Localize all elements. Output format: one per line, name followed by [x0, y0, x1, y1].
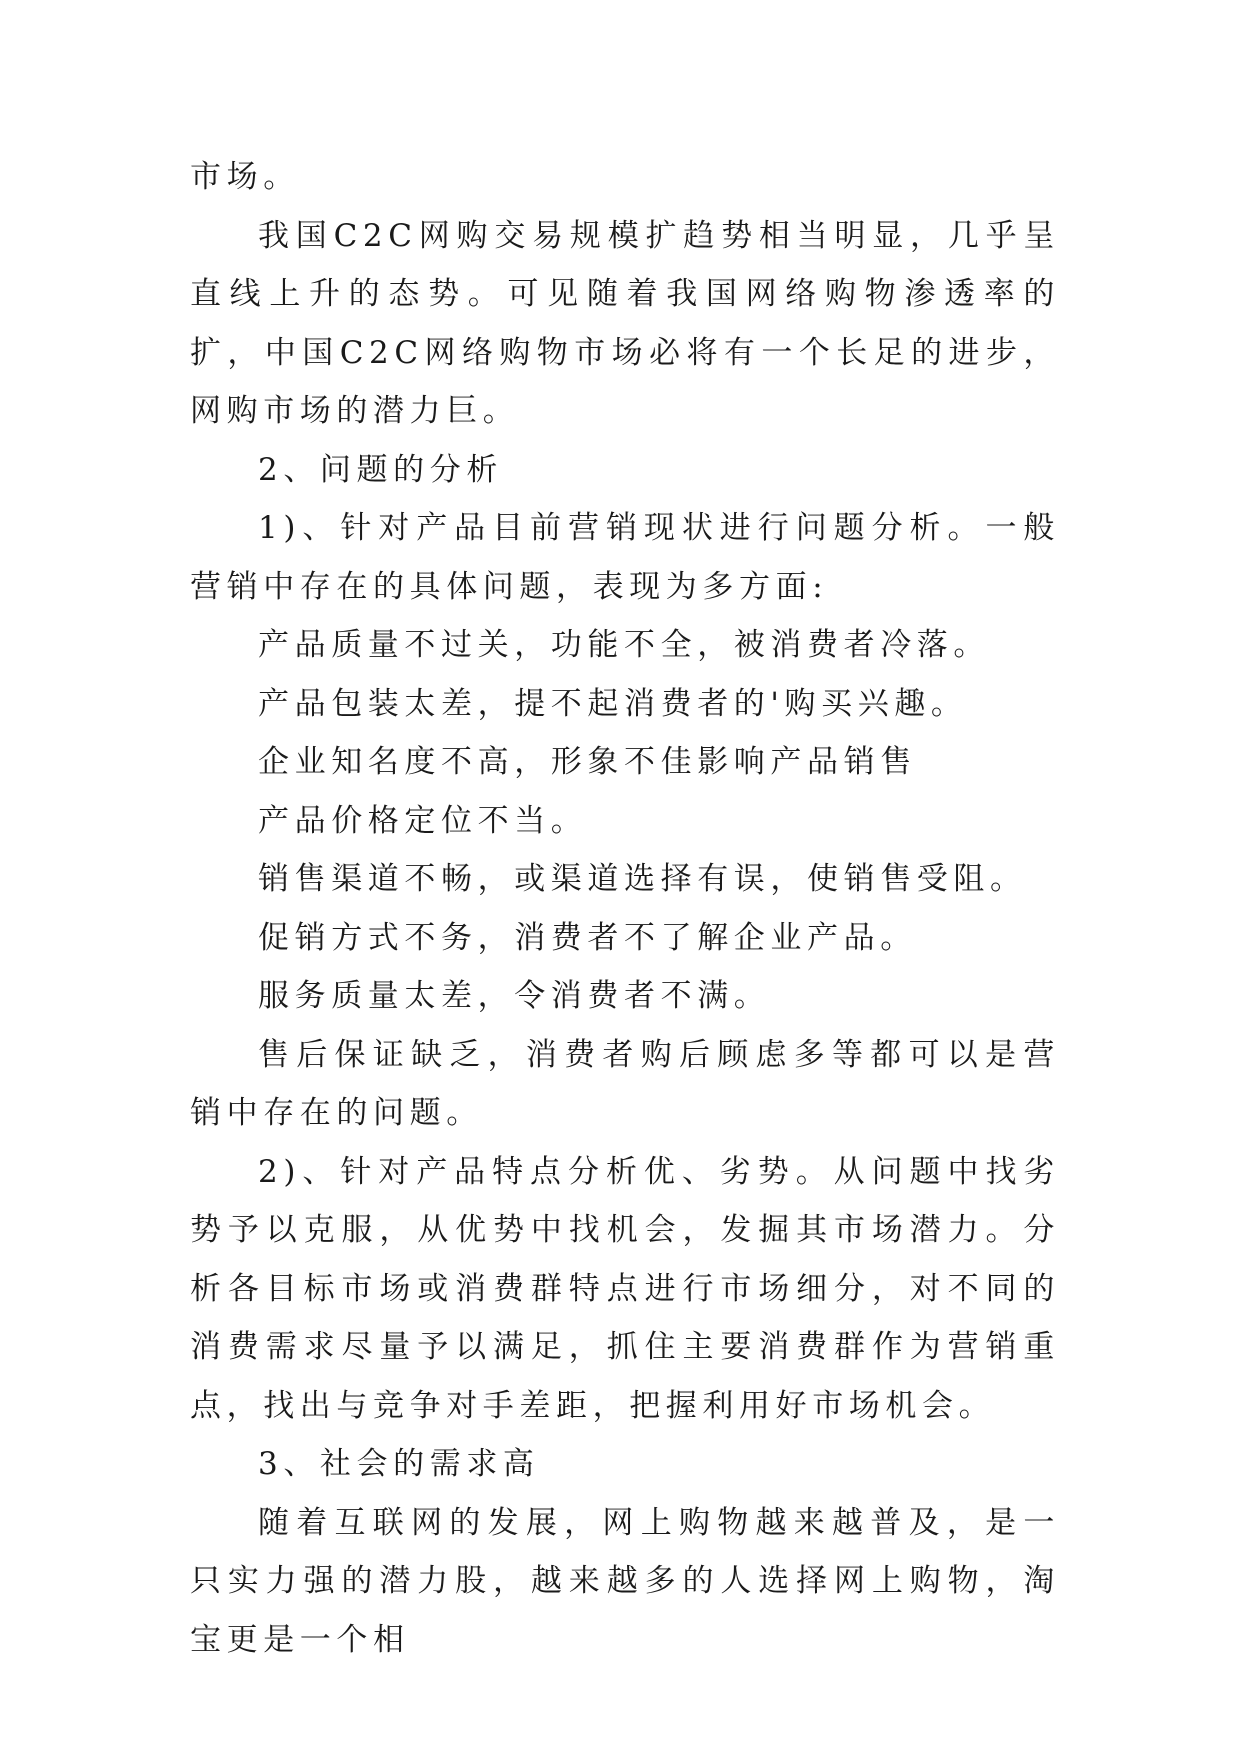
list-item: 促销方式不务，消费者不了解企业产品。	[258, 919, 917, 956]
list-item: 企业知名度不高，形象不佳影响产品销售	[258, 744, 917, 780]
list-item: 服务质量太差，令消费者不满。	[258, 978, 771, 1014]
section-heading-2: 2、问题的分析	[258, 451, 503, 488]
list-item: 产品包装太差，提不起消费者的'购买兴趣。	[258, 685, 968, 722]
list-item: 售后保证缺乏，消费者购后顾虑多等都可以是营销中存在的问题。	[190, 1036, 1060, 1131]
paragraph-2: 我国C2C网购交易规模扩趋势相当明显，几乎呈直线上升的态势。可见随着我国网络购物渗透率的扩，中国C2C网络购物市场必将有一个长足的进步，网购市场的潜力巨。	[190, 217, 1060, 429]
list-item: 销售渠道不畅，或渠道选择有误，使销售受阻。	[258, 861, 1027, 897]
paragraph-15: 随着互联网的发展，网上购物越来越普及，是一只实力强的潜力股，越来越多的人选择网上购物，淘宝更是一个相	[190, 1504, 1060, 1658]
list-item: 产品质量不过关，功能不全，被消费者冷落。	[258, 627, 990, 663]
section-heading-3: 3、社会的需求高	[258, 1446, 540, 1482]
document-page	[190, 148, 1060, 1669]
paragraph-4: 1)、针对产品目前营销现状进行问题分析。一般营销中存在的具体问题，表现为多方面:	[190, 510, 1060, 605]
paragraph-13: 2)、针对产品特点分析优、劣势。从问题中找劣势予以克服，从优势中找机会，发掘其市场潜力。分析各目标市场或消费群特点进行市场细分，对不同的消费需求尽量予以满足，抓住主要消费群作为营销重点，找出与竞争对手差距，把握利用好市场机会。	[190, 1153, 1060, 1424]
paragraph-1: 市场。	[190, 159, 300, 195]
list-item: 产品价格定位不当。	[258, 802, 588, 839]
